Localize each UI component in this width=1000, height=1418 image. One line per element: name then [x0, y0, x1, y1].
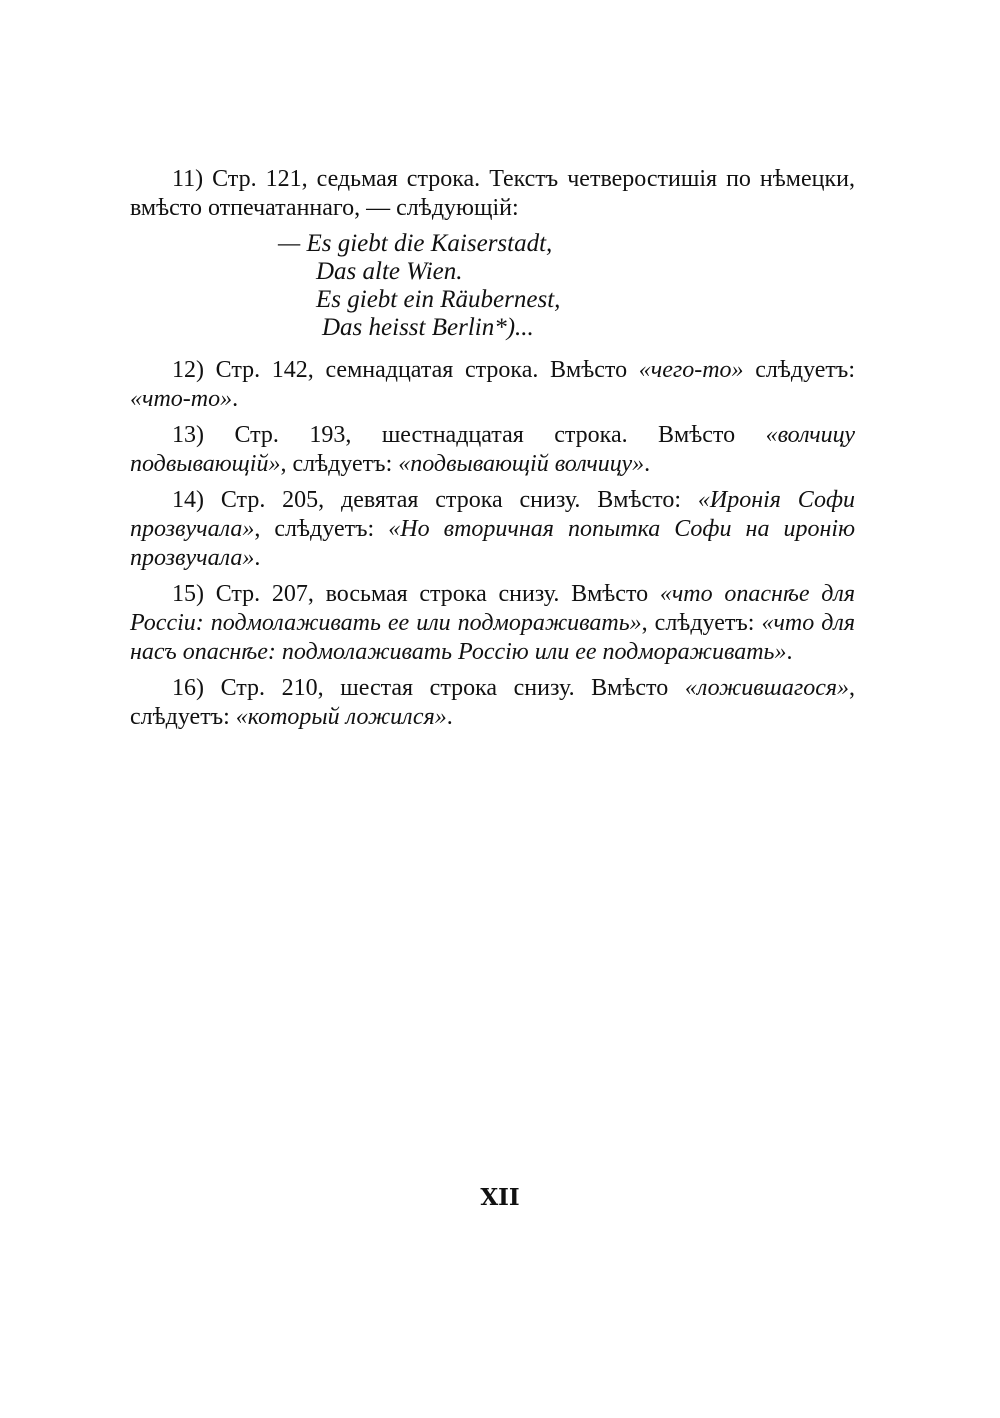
poem-line-1: — Es giebt die Kaiserstadt, — [278, 230, 553, 257]
entry-14-lead: 14) Стр. 205, девятая строка снизу. Вмѣсто: — [172, 487, 682, 513]
entry-14-correction: «Но вторичная попытка Софи на иронію прозвучала» — [130, 516, 856, 571]
entry-13-lead: 13) Стр. 193, шестнадцатая строка. Вмѣсто — [172, 422, 736, 448]
entry-12-correction: «что-то» — [130, 386, 233, 412]
entry-15-correction: «что для насъ опаснѣе: подмолаживать Россію или ее подмораживать» — [130, 610, 856, 665]
entry-16-lead: 16) Стр. 210, шестая строка снизу. Вмѣсто — [172, 675, 669, 701]
poem-line-4: Das heisst Berlin*)... — [322, 314, 534, 341]
entry-16-correction: «который ложился» — [235, 704, 447, 730]
errata-entry-11 — [130, 165, 855, 223]
entry-11-text: 11) Стр. 121, седьмая строка. Текстъ четверостишія по нѣмецки, вмѣсто отпечатаннаго, — слѣдующій: — [130, 166, 855, 221]
entry-12-follows: слѣдуетъ: — [755, 357, 855, 383]
errata-entry-16 — [130, 674, 855, 732]
entry-12-original: «чего-то» — [638, 357, 744, 383]
poem-line-2: Das alte Wien. — [316, 258, 463, 285]
entry-12-end: . — [232, 386, 239, 412]
entry-15-end: . — [786, 639, 793, 665]
poem-line-3: Es giebt ein Räubernest, — [316, 286, 561, 313]
errata-entry-15 — [130, 580, 855, 667]
entry-13-correction: «подвывающій волчицу» — [398, 451, 645, 477]
entry-13-end: . — [644, 451, 651, 477]
entry-16-end: . — [446, 704, 453, 730]
errata-entry-12 — [130, 356, 855, 414]
entry-14-original: «Иронія Софи прозвучала» — [130, 487, 856, 542]
entry-14-follows: , слѣдуетъ: — [254, 516, 375, 542]
entry-15-lead: 15) Стр. 207, восьмая строка снизу. Вмѣсто — [172, 581, 649, 607]
entry-16-follows: , слѣдуетъ: — [130, 675, 856, 730]
entry-15-follows: , слѣдуетъ: — [641, 610, 755, 636]
entry-16-original: «ложившагося» — [684, 675, 850, 701]
entry-13-follows: , слѣдуетъ: — [280, 451, 393, 477]
errata-entry-14 — [130, 486, 855, 573]
entry-14-end: . — [254, 545, 261, 571]
entry-12-lead: 12) Стр. 142, семнадцатая строка. Вмѣсто — [172, 357, 628, 383]
errata-entry-13 — [130, 421, 855, 479]
entry-15-original: «что опаснѣе для Россіи: подмолаживать ее или подмораживать» — [130, 581, 856, 636]
page-number: XII — [480, 1184, 520, 1211]
entry-13-original: «волчицу подвывающій» — [130, 422, 856, 477]
errata-list — [130, 165, 855, 739]
german-quatrain — [278, 230, 855, 342]
